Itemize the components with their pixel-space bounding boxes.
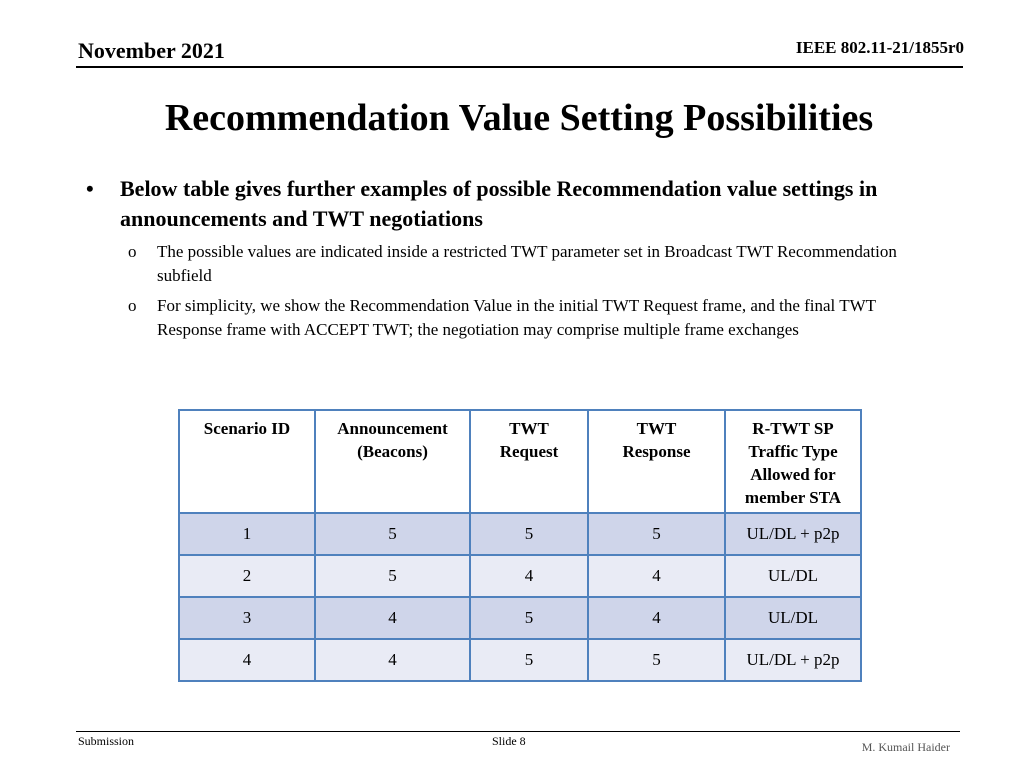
table-cell: UL/DL (725, 555, 861, 597)
column-header (725, 410, 861, 513)
table-cell: UL/DL + p2p (725, 513, 861, 555)
sub-bullet-item (128, 240, 946, 288)
footer-author: M. Kumail Haider (861, 740, 950, 754)
sub-bullet-text: For simplicity, we show the Recommendation Value in the initial TWT Request frame, and the final TWT Response frame with ACCEPT TWT; the negotiation may comprise multiple frame exchanges (157, 296, 876, 339)
recommendation-table (178, 409, 862, 682)
column-header (315, 410, 470, 513)
table-cell: 5 (470, 513, 588, 555)
bullet-marker: • (86, 176, 94, 201)
table-cell: 4 (315, 639, 470, 681)
bullet-item (86, 174, 946, 234)
column-header (470, 410, 588, 513)
table-cell: 5 (470, 639, 588, 681)
table-cell: 3 (179, 597, 315, 639)
sub-bullet-text: The possible values are indicated inside a restricted TWT parameter set in Broadcast TWT Recommendation subfield (157, 242, 897, 285)
sub-bullet-item (128, 294, 946, 342)
column-header-text: TWT Request (499, 419, 559, 461)
table-cell: 5 (588, 639, 725, 681)
table-cell: 2 (179, 555, 315, 597)
footer-slide-number: Slide 8 (492, 734, 526, 748)
header-doc-id: IEEE 802.11-21/1855r0 (795, 38, 964, 57)
table-cell: 1 (179, 513, 315, 555)
table-cell: UL/DL (725, 597, 861, 639)
table-cell: 4 (179, 639, 315, 681)
table-row (179, 513, 861, 555)
footer-divider (76, 731, 960, 732)
column-header: Scenario ID (179, 410, 315, 513)
table-row (179, 555, 861, 597)
table-row (179, 597, 861, 639)
header-date: November 2021 (78, 38, 225, 63)
bullet-list (86, 174, 946, 342)
table-cell: 5 (315, 555, 470, 597)
table-cell: 5 (588, 513, 725, 555)
sub-bullet-marker: o (128, 296, 137, 315)
column-header (588, 410, 725, 513)
column-header-text: R-TWT SP Traffic Type Allowed for member STA (744, 419, 842, 507)
sub-bullet-marker: o (128, 242, 137, 261)
table-row (179, 639, 861, 681)
header-divider (76, 66, 963, 68)
column-header-text: TWT Response (622, 419, 691, 461)
table-cell: 4 (470, 555, 588, 597)
table-cell: 4 (588, 555, 725, 597)
column-header-text: Announcement (Beacons) (337, 419, 448, 461)
table-cell: 5 (315, 513, 470, 555)
bullet-text: Below table gives further examples of possible Recommendation value settings in announcements and TWT negotiations (120, 176, 878, 231)
table-cell: 4 (315, 597, 470, 639)
table-header-row (179, 410, 861, 513)
table-cell: 5 (470, 597, 588, 639)
footer-submission: Submission (78, 734, 135, 748)
table-cell: UL/DL + p2p (725, 639, 861, 681)
table-cell: 4 (588, 597, 725, 639)
slide-title: Recommendation Value Setting Possibilities (164, 97, 874, 139)
